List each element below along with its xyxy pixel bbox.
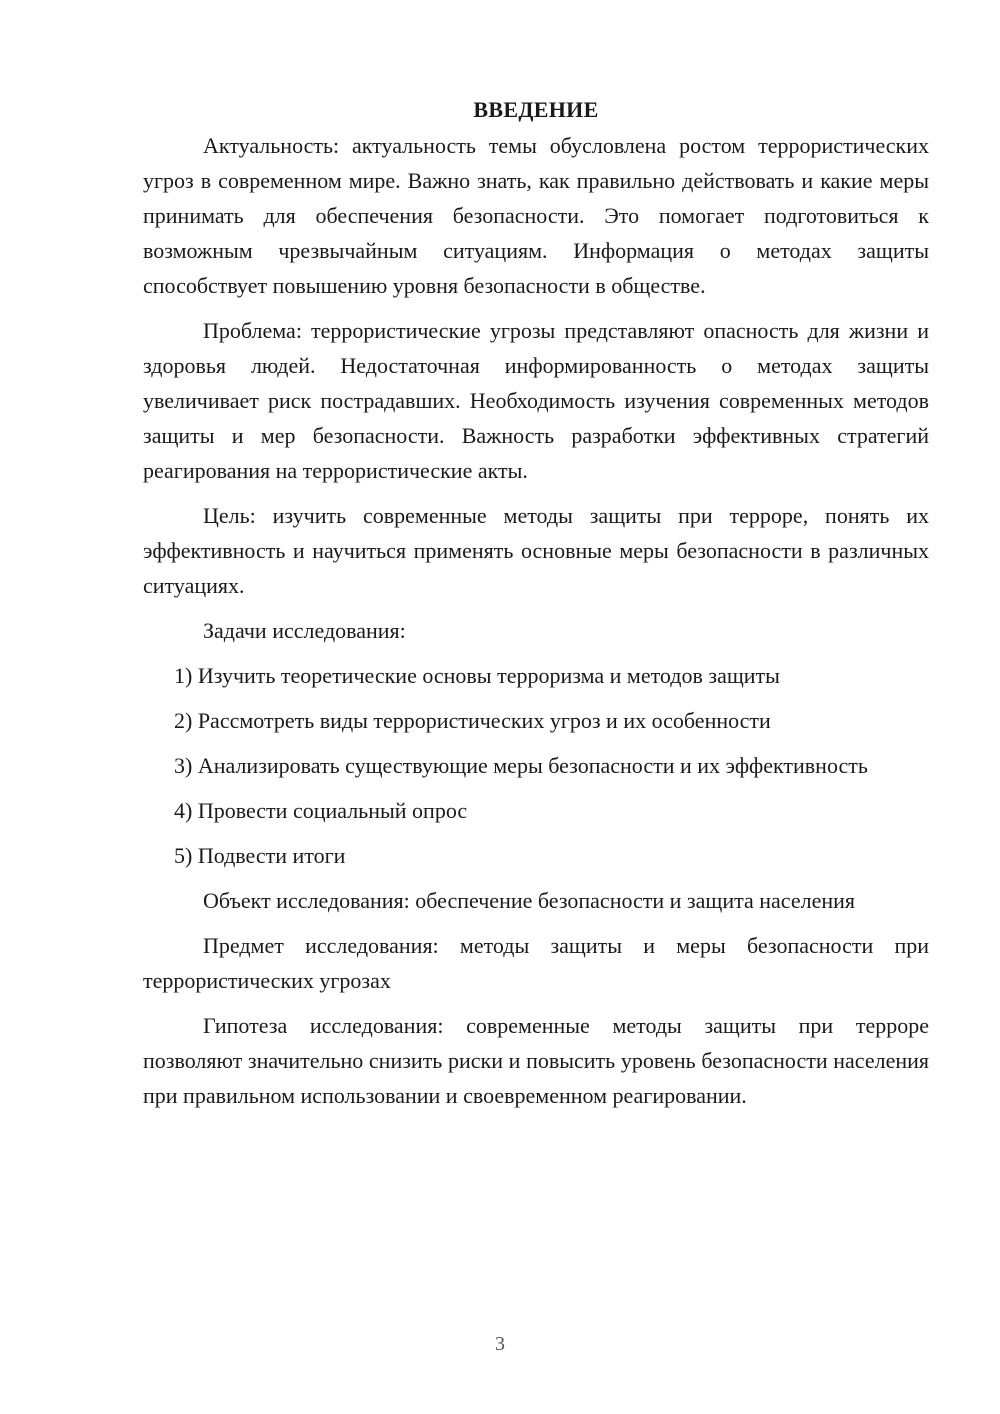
paragraph-relevance: Актуальность: актуальность темы обусловлена ростом террористических угроз в современном мире. Важно знать, как правильно действовать и какие меры принимать для обеспечения безопасности. Это помогает подготовиться к возможным чрезвычайным ситуациям. Информация о методах защиты способствует повышению уровня безопасности в обществе. [143,133,929,298]
task-item-4: 4) Провести социальный опрос [174,798,468,823]
task-item-1: 1) Изучить теоретические основы терроризма и методов защиты [174,663,780,688]
paragraph-subject: Предмет исследования: методы защиты и меры безопасности при террористических угрозах [143,933,929,993]
document-page [143,92,929,1113]
tasks-heading: Задачи исследования: [203,618,406,643]
paragraph-object: Объект исследования: обеспечение безопасности и защита населения [203,888,855,913]
page-title: ВВЕДЕНИЕ [473,97,599,122]
paragraph-goal: Цель: изучить современные методы защиты при терроре, понять их эффективность и научиться применять основные меры безопасности в различных ситуациях. [143,503,929,598]
paragraph-problem: Проблема: террористические угрозы представляют опасность для жизни и здоровья людей. Недостаточная информированность о методах защиты увеличивает риск пострадавших. Необходимость изучения современных методов защиты и мер безопасности. Важность разработки эффективных стратегий реагирования на террористические акты. [143,318,929,483]
task-item-5: 5) Подвести итоги [174,843,346,868]
task-item-2: 2) Рассмотреть виды террористических угроз и их особенности [174,708,771,733]
page-number: 3 [495,1333,505,1355]
paragraph-hypothesis: Гипотеза исследования: современные методы защиты при терроре позволяют значительно снизить риски и повысить уровень безопасности населения при правильном использовании и своевременном реагировании. [143,1013,929,1108]
task-item-3: 3) Анализировать существующие меры безопасности и их эффективность [174,753,868,778]
